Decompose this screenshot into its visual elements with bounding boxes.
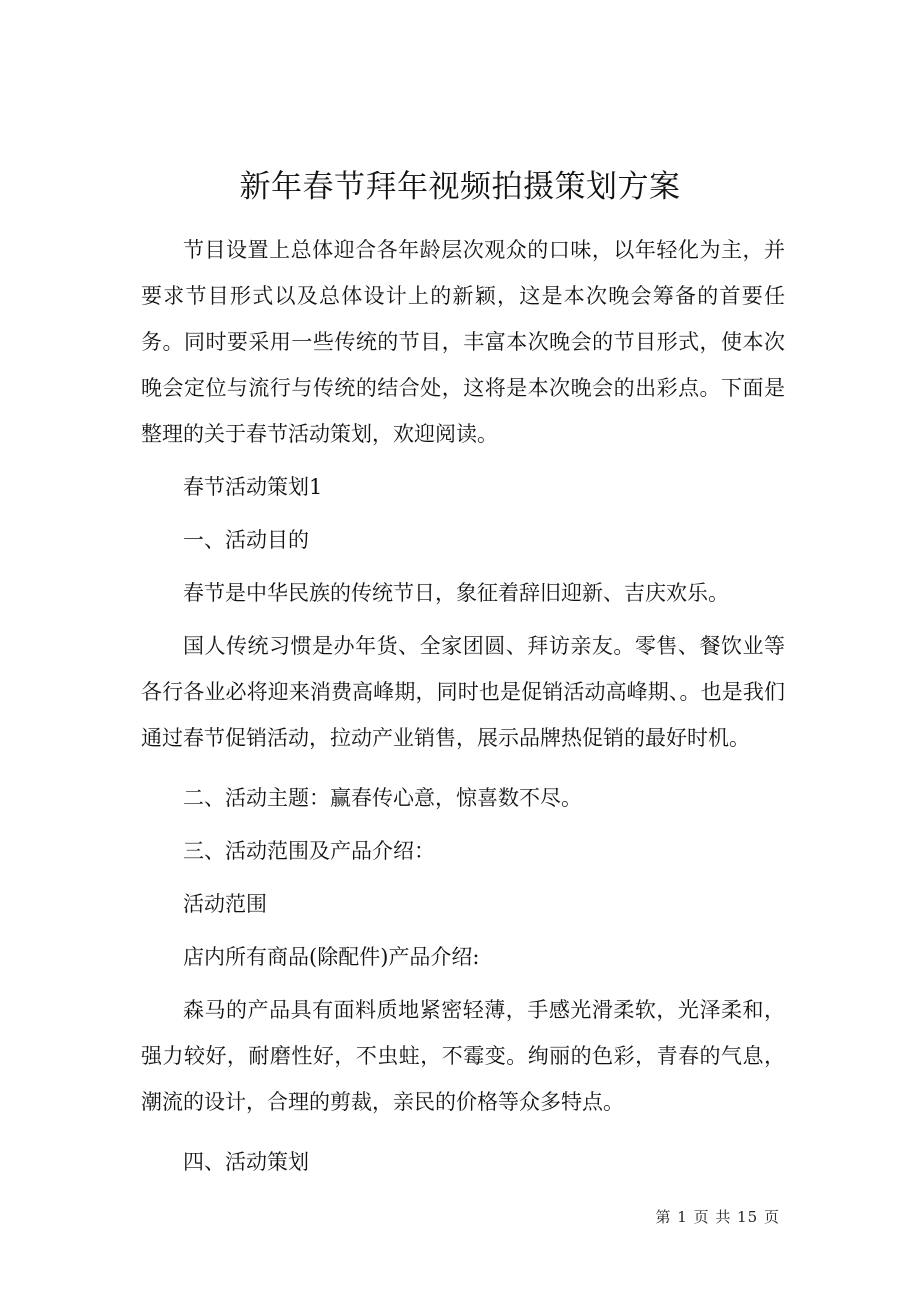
page-number-footer: 第 1 页 共 15 页: [655, 1208, 780, 1226]
heading-activity-scope: 三、活动范围及产品介绍：: [183, 839, 435, 863]
paragraph-consumption-peak: 国人传统习惯是办年货、全家团圆、拜访亲友。零售、餐饮业等各行各业必将迎来消费高峰期，同时也是促销活动高峰期、。也是我们通过春节促销活动，拉动产业销售，展示品牌热促销的最好时机。: [141, 634, 785, 750]
paragraph-product-features: 森马的产品具有面料质地紧密轻薄，手感光滑柔软，光泽柔和，强力较好，耐磨性好，不虫蛀，不霉变。绚丽的色彩，青春的气息，潮流的设计，合理的剪裁，亲民的价格等众多特点。: [141, 998, 785, 1114]
paragraph-products: 店内所有商品(除配件)产品介绍:: [183, 945, 480, 969]
heading-activity-theme: 二、活动主题：赢春传心意，惊喜数不尽。: [183, 786, 582, 810]
document-title: 新年春节拜年视频拍摄策划方案: [239, 169, 681, 205]
document-body: [141, 227, 785, 1192]
heading-activity-purpose: 一、活动目的: [183, 528, 309, 552]
section-heading-plan-1: 春节活动策划1: [183, 475, 323, 499]
intro-paragraph: 节目设置上总体迎合各年龄层次观众的口味，以年轻化为主，并要求节目形式以及总体设计上的新颖，这是本次晚会筹备的首要任务。同时要采用一些传统的节目，丰富本次晚会的节目形式，使本次晚会定位与流行与传统的结合处，这将是本次晚会的出彩点。下面是整理的关于春节活动策划，欢迎阅读。: [141, 238, 785, 446]
subheading-scope: 活动范围: [183, 892, 267, 916]
paragraph-spring-festival: 春节是中华民族的传统节日，象征着辞旧迎新、吉庆欢乐。: [183, 581, 729, 605]
heading-activity-planning: 四、活动策划: [183, 1150, 309, 1174]
